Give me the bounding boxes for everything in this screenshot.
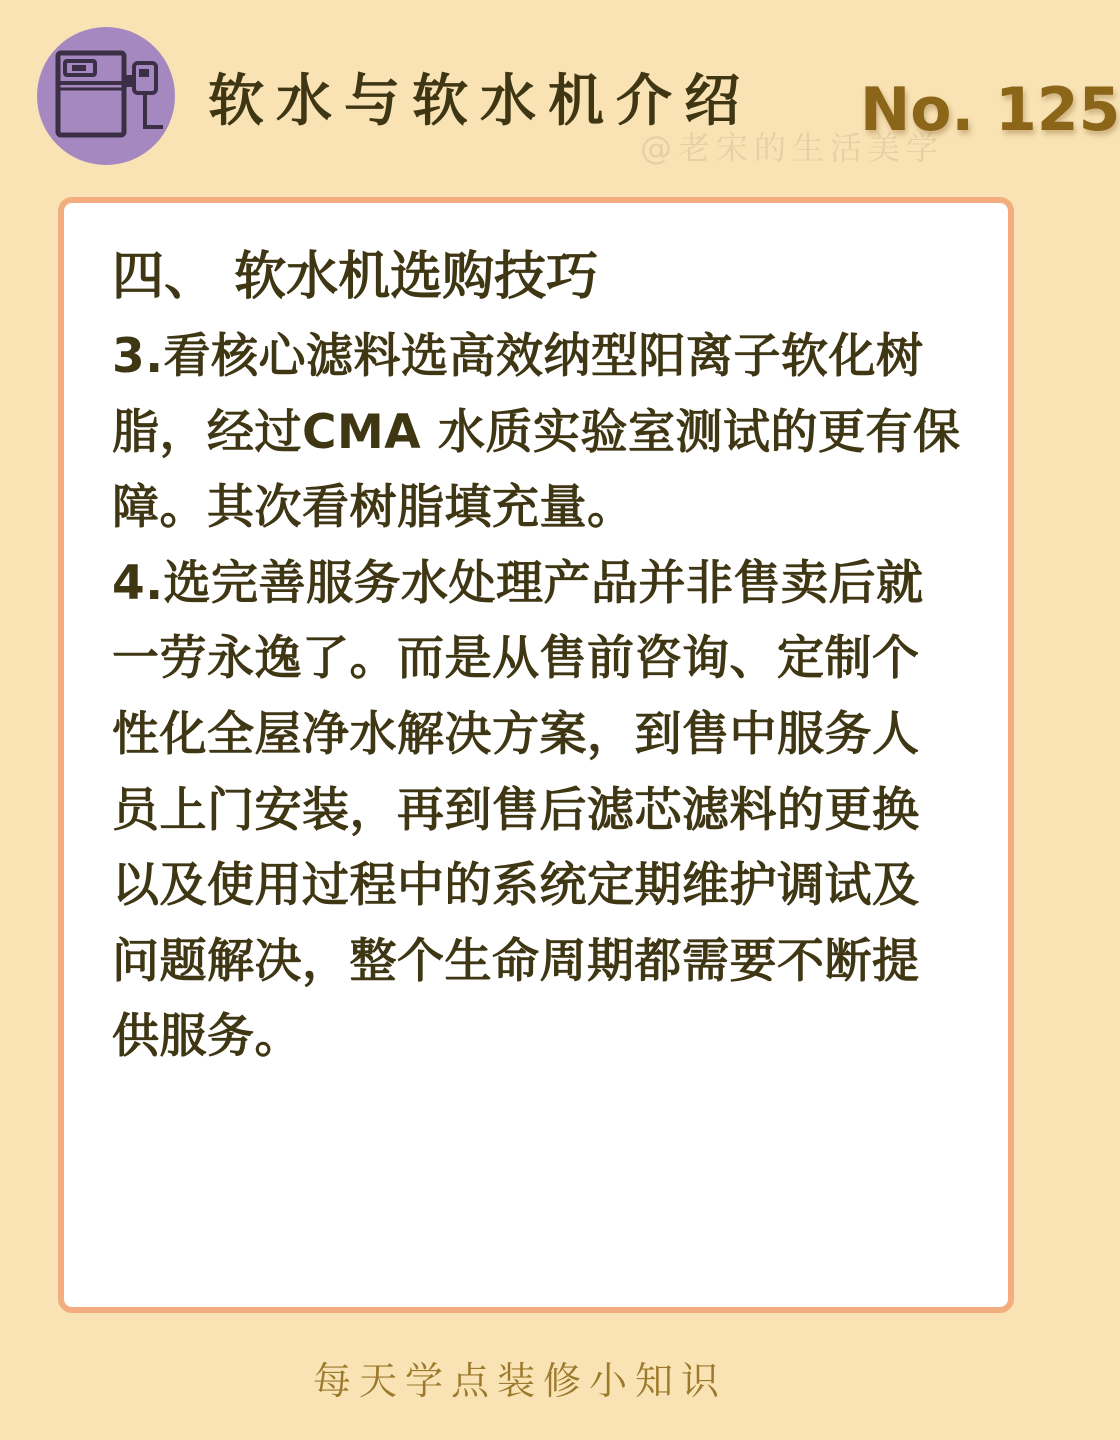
paragraph-line: 一劳永逸了。而是从售前咨询、定制个 xyxy=(112,631,920,687)
paragraph-line: 问题解决，整个生命周期都需要不断提 xyxy=(112,933,920,989)
paragraph-line: 4.选完善服务水处理产品并非售卖后就 xyxy=(112,555,924,611)
paragraph-line: 障。其次看树脂填充量。 xyxy=(112,480,635,536)
paragraph-line: 性化全屋净水解决方案，到售中服务人 xyxy=(112,706,920,762)
paragraph-line: 员上门安装，再到售后滤芯滤料的更换 xyxy=(112,782,920,838)
water-softener-icon xyxy=(37,27,175,165)
issue-number: No. 125 xyxy=(860,75,1120,145)
section-heading: 四、 软水机选购技巧 xyxy=(112,247,599,307)
paragraph-line: 以及使用过程中的系统定期维护调试及 xyxy=(112,858,920,914)
content-card xyxy=(58,197,1014,1313)
paragraph-line: 脂，经过CMA 水质实验室测试的更有保 xyxy=(112,404,961,460)
logo-badge xyxy=(37,27,175,165)
body-paragraph xyxy=(112,319,1012,1075)
paragraph-line: 3.看核心滤料选高效纳型阳离子软化树 xyxy=(112,329,924,384)
page-title: 软水与软水机介绍 xyxy=(208,69,752,134)
watermark: @老宋的生活美学 xyxy=(640,129,945,167)
footer-tagline: 每天学点装修小知识 xyxy=(312,1359,727,1403)
paragraph-line: 供服务。 xyxy=(112,1009,302,1065)
